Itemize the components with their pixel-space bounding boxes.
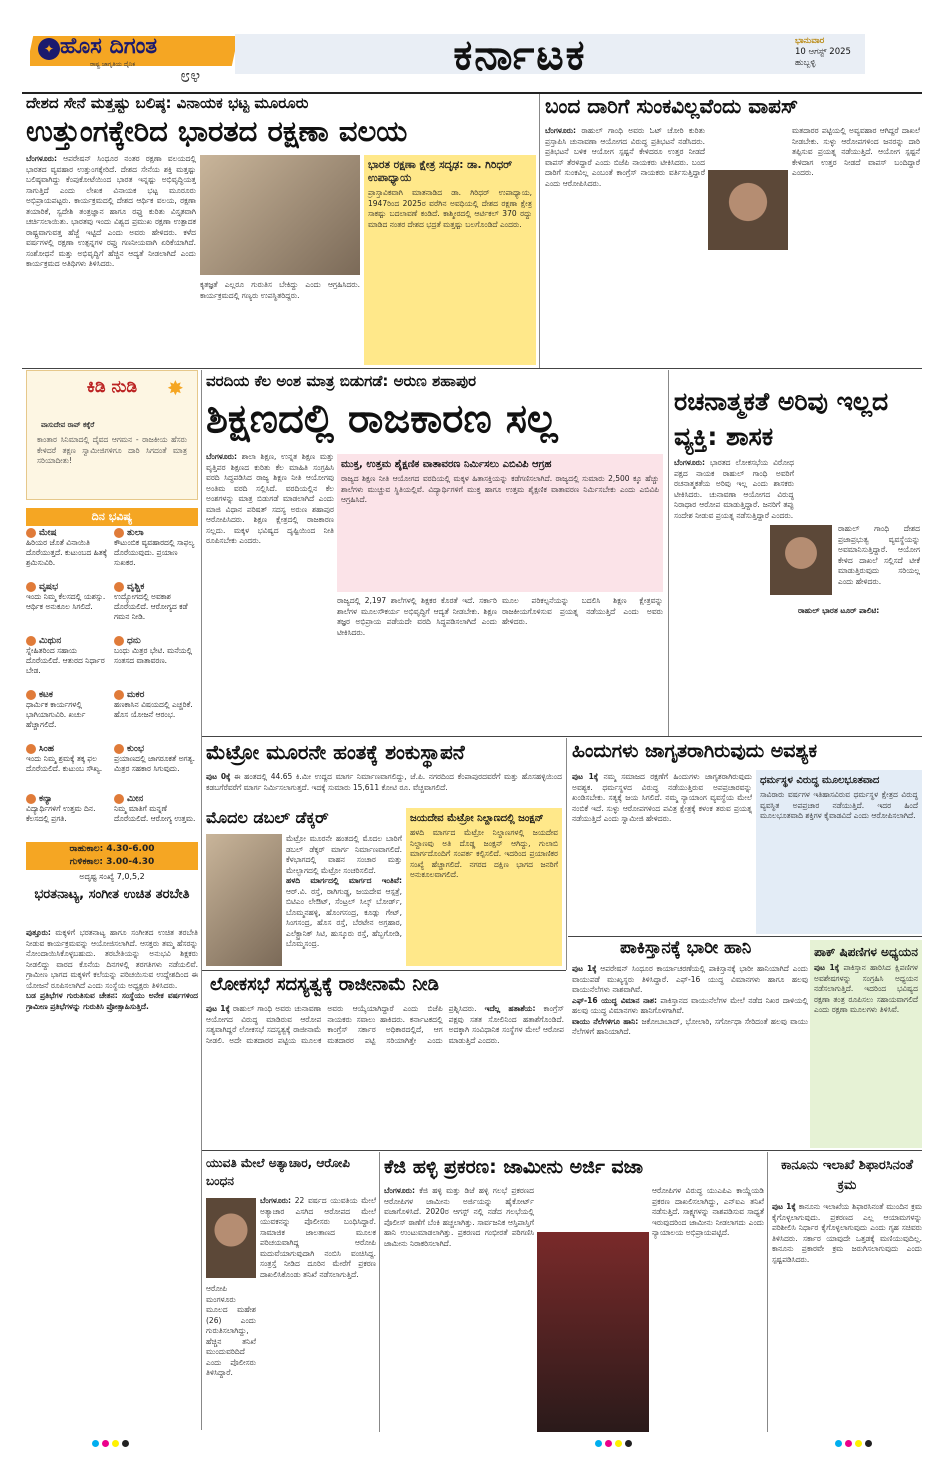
story1-body2: ಕಳೆದ ವರ್ಷಗಳಲ್ಲಿ ರಕ್ಷಣಾ ಉತ್ಪನ್ನಗಳ ರಫ್ತು ಗಣನೀಯವಾಗಿ ಏರಿಕೆಯಾಗಿದೆ. ಸಂಶೋಧನೆ ಮತ್ತು ಅಭಿವೃದ್ಧಿಗೆ ಹೆಚ್ಚಿನ ಆದ್ಯತೆ ನೀಡಲಾಗಿದೆ ಎಂದು ಕಾರ್ಯಕ್ರಮದ ಅತಿಥಿಗಳು ತಿಳಿಸಿದರು. [26, 227, 196, 268]
story9-body-text: ಪಾಕಿಸ್ತಾನ ಹಾರಿಸಿದ ಕ್ಷಿಪಣಿಗಳ ಅವಶೇಷಗಳನ್ನು ಸಂಗ್ರಹಿಸಿ ಅಧ್ಯಯನ ನಡೆಸಲಾಗುತ್ತಿದೆ. ಇದರಿಂದ ಭವಿಷ್ಯದ ರಕ್ಷಣಾ ತಂತ್ರ ರೂಪಿಸಲು ಸಹಾಯವಾಗಲಿದೆ ಎಂದು ರಕ್ಷಣಾ ಮೂಲಗಳು ತಿಳಿಸಿವೆ. [814, 963, 918, 1014]
story2-body [545, 126, 705, 366]
story4-dateline: ಬೆಂಗಳೂರು: [206, 452, 238, 461]
story5-body2-top [798, 458, 920, 520]
edition-number: ೮೪ [180, 66, 201, 87]
story7-box-body: ಸಾವಿರಾರು ವರ್ಷಗಳ ಇತಿಹಾಸವಿರುವ ಧರ್ಮಸ್ಥಳ ಕ್ಷೇತ್ರದ ವಿರುದ್ಧ ವ್ಯವಸ್ಥಿತ ಅಪಪ್ರಚಾರ ನಡೆಯುತ್ತಿದೆ. ಇದರ ಹಿಂದೆ ಮೂಲಭೂತವಾದಿ ಶಕ್ತಿಗಳ ಕೈವಾಡವಿದೆ ಎಂದು ಆರೋಪಿಸಲಾಗಿದೆ. [760, 790, 918, 820]
story7-body-text: ನಮ್ಮ ಸಮಾಜದ ರಕ್ಷಣೆಗೆ ಹಿಂದುಗಳು ಜಾಗೃತರಾಗಿರುವುದು ಅವಶ್ಯಕ. ಧರ್ಮಸ್ಥಳದ ವಿರುದ್ಧ ನಡೆಯುತ್ತಿರುವ ಅಪಪ್ರಚಾರವನ್ನು ಖಂಡಿಸಬೇಕು. ಸತ್ಯಕ್ಕೆ ಜಯ ಸಿಗಲಿದೆ. ನಮ್ಮ ನ್ಯಾಯಾಂಗ ವ್ಯವಸ್ಥೆಯ ಮೇಲೆ ನಂಬಿಕೆ ಇದೆ. ಸುಳ್ಳು ಆರೋಪಗಳಿಂದ ಪವಿತ್ರ ಕ್ಷೇತ್ರಕ್ಕೆ ಕಳಂಕ ತರುವ ಪ್ರಯತ್ನ ನಡೆಯುತ್ತಿದೆ ಎಂದು ಸ್ವಾಮೀಜಿ ಹೇಳಿದರು. [572, 772, 752, 823]
story1-kicker: ದೇಶದ ಸೇನೆ ಮತ್ತಷ್ಟು ಬಲಿಷ್ಠ: ವಿನಾಯಕ ಭಟ್ಟ ಮೂರೂರು [26, 94, 309, 112]
story3-dateline: ಪುತ್ತೂರು: [26, 928, 51, 937]
sign-tula: ತುಲಾ ಕೌಟುಂಬಿಕ ವ್ಯವಹಾರದಲ್ಲಿ ಸಾಫಲ್ಯ ದೊರೆಯುವುದು. ಪ್ರಯಾಣ ಸುಖಕರ. [114, 528, 195, 567]
story12-body2: ಆರೋಪಿಗಳ ವಿರುದ್ಧ ಯುಎಪಿಎ ಕಾಯ್ದೆಯಡಿ ಪ್ರಕರಣ ದಾಖಲಿಸಲಾಗಿದ್ದು, ಎನ್ಐಎ ತನಿಖೆ ನಡೆಸುತ್ತಿದೆ. ಸಾಕ್ಷ್ಯಗಳನ್ನು ನಾಶಪಡಿಸುವ ಸಾಧ್ಯತೆ ಇರುವುದರಿಂದ ಜಾಮೀನು ನೀಡಲಾಗದು ಎಂದು ನ್ಯಾಯಾಲಯ ಅಭಿಪ್ರಾಯಪಟ್ಟಿದೆ. [652, 1186, 764, 1237]
logo-tagline: ರಾಷ್ಟ್ರ ಜಾಗೃತಿಯ ದೈನಿಕ [90, 61, 136, 68]
rahukala: ರಾಹುಕಾಲ: 4.30-6.00 [69, 844, 155, 854]
story10-dateline: ಪುಟ 1ಕ್ಕೆ [206, 1004, 230, 1013]
story6-dateline: ಪುಟ 0ಕ್ಕೆ [206, 772, 231, 781]
kanya-icon [26, 794, 36, 804]
logo-text: ಹೊಸ ದಿಗಂತ [60, 34, 158, 59]
story13-headline: ಕಾನೂನು ಇಲಾಖೆ ಶಿಫಾರಸಿನಂತೆ ಕ್ರಮ [780, 1158, 914, 1193]
story4-abvp-box [337, 454, 663, 592]
story5-sub: ರಾಹುಲ್ ಭಾರತ ಟೂರ್ ಪಾಲಿಟಿ: [798, 606, 880, 615]
story6-body-text: ಈ ಹಂತದಲ್ಲಿ 44.65 ಕಿ.ಮೀ ಉದ್ದದ ಮಾರ್ಗ ನಿರ್ಮಾಣವಾಗಲಿದ್ದು, ಜೆ.ಪಿ. ನಗರದಿಂದ ಕೆಂಪಾಪುರದವರೆಗೆ ಮತ್ತು ಹೊಸಹಳ್ಳಿಯಿಂದ ಕಡಬಗೆರೆವರೆಗೆ ಮಾರ್ಗ ನಿರ್ಮಿಸಲಾಗುತ್ತದೆ. ಇದಕ್ಕೆ ಸುಮಾರು 15,611 ಕೋಟಿ ರೂ. ವೆಚ್ಚವಾಗಲಿದೆ. [206, 772, 562, 792]
kidi-author: ವಾಸುದೇವ ರಾವ್ ಕಕ್ಕೆರೆ [41, 421, 95, 429]
story3-body [26, 928, 198, 1138]
story1-sidebar [364, 155, 536, 365]
story8-body [572, 964, 808, 1148]
story8-sub: ಎಫ್-16 ಯುದ್ಧ ವಿಮಾನ ನಾಶ: [572, 995, 658, 1005]
story13-body-text: ಕಾನೂನು ಇಲಾಖೆಯ ಶಿಫಾರಸಿನಂತೆ ಮುಂದಿನ ಕ್ರಮ ಕೈಗೊಳ್ಳಲಾಗುವುದು. ಪ್ರಕರಣದ ಎಲ್ಲ ಆಯಾಮಗಳನ್ನು ಪರಿಶೀಲಿಸಿ ನಿರ್ಧಾರ ಕೈಗೊಳ್ಳಲಾಗುವುದು ಎಂದು ಗೃಹ ಸಚಿವರು ತಿಳಿಸಿದರು. ಸರ್ಕಾರ ಯಾವುದೇ ಒತ್ತಡಕ್ಕೆ ಮಣಿಯುವುದಿಲ್ಲ. ಕಾನೂನು ಪ್ರಕಾರವೇ ಕ್ರಮ ಜರುಗಿಸಲಾಗುವುದು ಎಂದು ಸ್ಪಷ್ಟಪಡಿಸಿದರು. [772, 1202, 922, 1264]
story11-dateline: ಬೆಂಗಳೂರು: [260, 1196, 292, 1205]
story9-body [814, 963, 918, 1016]
story7-box [756, 770, 922, 934]
story1-sidebar-title: ಭಾರತ ರಕ್ಷಣಾ ಕ್ಷೇತ್ರ ಸದೃಢ: ಡಾ. ಗಿರಿಧರ್ ಉಪಾಧ್ಯಾಯ [368, 159, 513, 184]
makara-icon [114, 690, 124, 700]
story5-body-text: ಭಾರತದ ಲೋಕಸಭೆಯ ವಿರೋಧ ಪಕ್ಷದ ನಾಯಕ ರಾಹುಲ್ ಗಾಂಧಿ ಅವರಿಗೆ ರಚನಾತ್ಮಕತೆಯ ಅರಿವು ಇಲ್ಲ ಎಂದು ಶಾಸಕರು ಟೀಕಿಸಿದರು. ಚುನಾವಣಾ ಆಯೋಗದ ವಿರುದ್ಧ ನಿರಾಧಾರ ಆರೋಪ ಮಾಡುತ್ತಿದ್ದಾರೆ. ಜನರಿಗೆ ತಪ್ಪು ಸಂದೇಶ ನೀಡುವ ಪ್ರಯತ್ನ ನಡೆಸುತ್ತಿದ್ದಾರೆ ಎಂದರು. [674, 458, 794, 520]
sign-kanya: ಕನ್ಯಾ ವಿದ್ಯಾರ್ಥಿಗಳಿಗೆ ಉತ್ತಮ ದಿನ. ಕೆಲಸದಲ್ಲಿ ಪ್ರಗತಿ. [26, 794, 96, 823]
horoscope-grid [26, 528, 198, 842]
story5-photo [770, 525, 832, 595]
story10-sub: ಇದೆಲ್ಲ ಹತಾಶೆಯ: [484, 1004, 536, 1013]
story12-body [384, 1186, 534, 1432]
masthead-logo [30, 28, 235, 94]
mithuna-icon [26, 636, 36, 646]
tula-icon [114, 528, 124, 538]
dhanu-icon [114, 636, 124, 646]
story9-dateline: ಪುಟ 1ಕ್ಕೆ [814, 963, 840, 972]
story9-headline: ಪಾಕ್ ಷಿಪಣಿಗಳ ಅಧ್ಯಯನ [814, 945, 918, 959]
story6-photo [206, 834, 282, 966]
story10-sub-body: ಕಾಂಗ್ರೆಸ್ ಪಕ್ಷವು ಸತತ ಸೋಲಿನಿಂದ ಹತಾಶೆಗೊಂಡಿದೆ. ಅದಕ್ಕಾಗಿ ಸಂವಿಧಾನಿಕ ಸಂಸ್ಥೆಗಳ ಮೇಲೆ ಆರೋಪ ಮಾಡುತ್ತಿದೆ ಎಂದರು. [448, 1004, 564, 1045]
kataka-icon [26, 690, 36, 700]
story8-headline: ಪಾಕಿಸ್ತಾನಕ್ಕೆ ಭಾರೀ ಹಾನಿ [620, 938, 752, 958]
story4-body-text: ಶಾಲಾ ಶಿಕ್ಷಣ, ಉನ್ನತ ಶಿಕ್ಷಣ ಮತ್ತು ವೃತ್ತಿಪರ ಶಿಕ್ಷಣದ ಕುರಿತು ಕೆಲ ಮಾಹಿತಿ ಸಂಗ್ರಹಿಸಿ ವರದಿ ಸಿದ್ಧಪಡಿಸಿದ ರಾಜ್ಯ ಶಿಕ್ಷಣ ನೀತಿ ಆಯೋಗವು ಅಂತಿಮ ವರದಿ ಸಲ್ಲಿಸಿದೆ. ವರದಿಯಲ್ಲಿನ ಕೆಲ ಅಂಶಗಳನ್ನು ಮಾತ್ರ ಬಿಡುಗಡೆ ಮಾಡಲಾಗಿದೆ ಎಂದು ಮಾಜಿ ವಿಧಾನ ಪರಿಷತ್ ಸದಸ್ಯ ಅರುಣ ಶಹಾಪುರ ಆರೋಪಿಸಿದರು. ಶಿಕ್ಷಣ ಕ್ಷೇತ್ರದಲ್ಲಿ ರಾಜಕಾರಣ ಸಲ್ಲದು. ಮಕ್ಕಳ ಭವಿಷ್ಯದ ದೃಷ್ಟಿಯಿಂದ ನೀತಿ ರೂಪಿಸಬೇಕು ಎಂದರು. [206, 452, 334, 545]
logo-emblem-icon: ✦ [38, 38, 60, 60]
story6-headline: ಮೆಟ್ರೋ ಮೂರನೇ ಹಂತಕ್ಕೆ ಶಂಕುಸ್ಥಾಪನೆ [206, 740, 465, 764]
story1-body-text: ಆಪರೇಷನ್ ಸಿಂಧೂರ ನಂತರ ರಕ್ಷಣಾ ವಲಯದಲ್ಲಿ ಭಾರತದ ವ್ಯವಹಾರ ಉತ್ತುಂಗಕ್ಕೇರಿದೆ. ದೇಶದ ಸೇನೆಯ ಶಕ್ತಿ ಮತ್ತಷ್ಟು ಬಲಿಷ್ಠವಾಗಿದ್ದು ಕೆಂಪುಕೋಟೆಯಿಂದ ಭಾರತ ಇನ್ನಷ್ಟು ಅಭಿವೃದ್ಧಿಯತ್ತ ಸಾಗುತ್ತಿದೆ ಎಂದು ಲೇಖಕ ವಿನಾಯಕ ಭಟ್ಟ ಮೂರೂರು ಅಭಿಪ್ರಾಯಪಟ್ಟರು. ಕಾರ್ಯಕ್ರಮದಲ್ಲಿ ದೇಶದ ಆರ್ಥಿಕ ವಲಯ, ರಕ್ಷಣಾ ತಯಾರಿಕೆ, ಸ್ವದೇಶಿ ತಂತ್ರಜ್ಞಾನ ಹಾಗೂ ರಫ್ತು ಕುರಿತು ವಿಸ್ತೃತವಾಗಿ ಚರ್ಚಿಸಲಾಯಿತು. ಭಾರತವು ಇಂದು ವಿಶ್ವದ ಪ್ರಮುಖ ರಕ್ಷಣಾ ಉತ್ಪಾದಕ ರಾಷ್ಟ್ರವಾಗುವತ್ತ ಹೆಜ್ಜೆ ಇಟ್ಟಿದೆ ಎಂದು ಅವರು ಹೇಳಿದರು. [26, 154, 196, 237]
story13-body [772, 1202, 922, 1432]
story4-body3: ಮೂಲ ಪರಿಕಲ್ಪನೆಯನ್ನು ಬದಲಿಸಿ ಶಿಕ್ಷಣ ಕ್ಷೇತ್ರವನ್ನು ರಾಜಕೀಯಗೊಳಿಸುವ ಪ್ರಯತ್ನ ನಡೆಯುತ್ತಿದೆ ಎಂದು ಅವರು ಹೇಳಿದರು. [502, 596, 663, 626]
story8-body-text: ಆಪರೇಷನ್ ಸಿಂಧೂರ ಕಾರ್ಯಾಚರಣೆಯಲ್ಲಿ ಪಾಕಿಸ್ತಾನಕ್ಕೆ ಭಾರೀ ಹಾನಿಯಾಗಿದೆ ಎಂದು ವಾಯುಪಡೆ ಮುಖ್ಯಸ್ಥರು ತಿಳಿಸಿದ್ದಾರೆ. ಎಫ್-16 ಯುದ್ಧ ವಿಮಾನಗಳು ಹಾಗೂ ಹಲವು ವಾಯುನೆಲೆಗಳು ನಾಶವಾಗಿವೆ. [572, 964, 808, 994]
story8-sub2-body: ಜಕೋಬಾಬಾದ್, ಭೋಲಾರಿ, ಸರ್ಗೋಧಾ ಸೇರಿದಂತೆ ಹಲವು ವಾಯು ನೆಲೆಗಳಿಗೆ ಹಾನಿಯಾಗಿದೆ. [572, 1016, 808, 1036]
story10-body-text: ರಾಹುಲ್ ಗಾಂಧಿ ಅವರು ಚುನಾವಣಾ ಆಯೋಗದ ವಿರುದ್ಧ ಮಾಡಿರುವ ಆರೋಪ ಸತ್ಯವಾಗಿದ್ದರೆ ಲೋಕಸಭೆ ಸದಸ್ಯತ್ವಕ್ಕೆ ರಾಜೀನಾಮೆ ನೀಡಲಿ. ಅದೇ ಮತದಾರರ ಪಟ್ಟಿಯ ಮೂಲಕ ಅವರು ಆಯ್ಕೆಯಾಗಿದ್ದಾರೆ ಎಂದು ಬಿಜೆಪಿ ನಾಯಕರು ಸವಾಲು ಹಾಕಿದರು. ಕರ್ನಾಟಕದಲ್ಲಿ ಕಾಂಗ್ರೆಸ್ ಸರ್ಕಾರ ಅಧಿಕಾರದಲ್ಲಿದೆ, ಆಗ ಮತದಾರರ ಪಟ್ಟಿ ಸರಿಯಾಗಿತ್ತೇ ಎಂದು ಪ್ರಶ್ನಿಸಿದರು. [206, 1004, 477, 1045]
story12-photo [537, 1232, 649, 1432]
story2-body2: ಮತದಾರರ ಪಟ್ಟಿಯಲ್ಲಿ ಅವ್ಯವಹಾರ ಆಗಿದ್ದರೆ ದಾಖಲೆ ನೀಡಬೇಕು. ಸುಳ್ಳು ಆರೋಪಗಳಿಂದ ಜನರನ್ನು ದಾರಿ ತಪ್ಪಿಸುವ ಪ್ರಯತ್ನ ನಡೆಯುತ್ತಿದೆ. ಆಯೋಗ ಸ್ಪಷ್ಟನೆ ಕೇಳಿದಾಗ ಉತ್ತರ ನೀಡದೆ ವಾಪಸ್ ಬಂದಿದ್ದಾರೆ ಎಂದರು. [792, 126, 920, 177]
story1-sidebar-body: ಪ್ರಾಸ್ತಾವಿಕವಾಗಿ ಮಾತನಾಡಿದ ಡಾ. ಗಿರಿಧರ್ ಉಪಾಧ್ಯಾಯ, 1947ರಿಂದ 2025ರ ವರೆಗಿನ ಅವಧಿಯಲ್ಲಿ ದೇಶದ ರಕ್ಷಣಾ ಕ್ಷೇತ್ರ ಸಾಕಷ್ಟು ಬದಲಾವಣೆ ಕಂಡಿದೆ. ಕಾಶ್ಮೀರದಲ್ಲಿ ಆರ್ಟಿಕಲ್ 370 ರದ್ದು ಮಾಡಿದ ನಂತರ ದೇಶದ ಭದ್ರತೆ ಮತ್ತಷ್ಟು ಬಲಗೊಂಡಿದೆ ಎಂದರು. [368, 188, 532, 229]
story6-sub2-body: ಆರ್.ವಿ. ರಸ್ತೆ, ರಾಗಿಗುಡ್ಡ, ಜಯದೇವ ಆಸ್ಪತ್ರೆ, ಬಿಟಿಎಂ ಲೇಔಟ್, ಸೆಂಟ್ರಲ್ ಸಿಲ್ಕ್ ಬೋರ್ಡ್, ಬೊಮ್ಮನಹಳ್ಳಿ, ಹೊಂಗಸಂದ್ರ, ಕೂಡ್ಲು ಗೇಟ್, ಸಿಂಗಸಂದ್ರ, ಹೊಸ ರಸ್ತೆ, ಬೆರಟೇನ ಅಗ್ರಹಾರ, ಎಲೆಕ್ಟ್ರಾನಿಕ್ ಸಿಟಿ, ಹುಸ್ಕೂರು ರಸ್ತೆ, ಹೆಬ್ಬಗೋಡಿ, ಬೊಮ್ಮಸಂದ್ರ. [286, 886, 402, 948]
story8-sub2: ವಾಯು ನೆಲೆಗಳಿಗೂ ಹಾನಿ: [572, 1016, 639, 1026]
story2-headline: ಬಂದ ದಾರಿಗೆ ಸುಂಕವಿಲ್ಲವೆಂದು ವಾಪಸ್ [545, 94, 799, 118]
story4-body2: ರಾಜ್ಯದಲ್ಲಿ 2,197 ಶಾಲೆಗಳಲ್ಲಿ ಶಿಕ್ಷಕರ ಕೊರತೆ ಇದೆ. ಸರ್ಕಾರಿ ಶಾಲೆಗಳ ಮೂಲಸೌಕರ್ಯ ಅಭಿವೃದ್ಧಿಗೆ ಆದ್ಯತೆ ನೀಡಬೇಕು. ಶಿಕ್ಷಣ ತಜ್ಞರ ಅಭಿಪ್ರಾಯ ಪಡೆಯದೇ ವರದಿ ಸಿದ್ಧಪಡಿಸಲಾಗಿದೆ ಎಂದು ಟೀಕಿಸಿದರು. [337, 596, 497, 637]
story7-box-title: ಧರ್ಮಸ್ಥಳ ವಿರುದ್ಧ ಮೂಲಭೂತವಾದ [760, 775, 880, 786]
story12-body-text: ಕೆಜಿ ಹಳ್ಳಿ ಮತ್ತು ಡಿಜೆ ಹಳ್ಳಿ ಗಲಭೆ ಪ್ರಕರಣದ ಆರೋಪಿಗಳ ಜಾಮೀನು ಅರ್ಜಿಯನ್ನು ಹೈಕೋರ್ಟ್ ವಜಾಗೊಳಿಸಿದೆ. 2020ರ ಆಗಸ್ಟ್ ನಲ್ಲಿ ನಡೆದ ಗಲಭೆಯಲ್ಲಿ ಪೊಲೀಸ್ ಠಾಣೆಗೆ ಬೆಂಕಿ ಹಚ್ಚಲಾಗಿತ್ತು. ಸಾರ್ವಜನಿಕ ಆಸ್ತಿಪಾಸ್ತಿಗೆ ಹಾನಿ ಉಂಟುಮಾಡಲಾಗಿತ್ತು. ಪ್ರಕರಣದ ಗಂಭೀರತೆ ಪರಿಗಣಿಸಿ ಜಾಮೀನು ನಿರಾಕರಿಸಲಾಗಿದೆ. [384, 1186, 534, 1248]
story2-body-text: ರಾಹುಲ್ ಗಾಂಧಿ ಅವರು ಓಟ್ ಚೋರಿ ಕುರಿತು ಪ್ರಸ್ತಾಪಿಸಿ ಚುನಾವಣಾ ಆಯೋಗದ ವಿರುದ್ಧ ಪ್ರತಿಭಟನೆ ನಡೆಸಿದರು. ಪ್ರತಿಭಟನೆ ಬಳಿಕ ಆಯೋಗ ಸ್ಪಷ್ಟನೆ ಕೇಳಿದರೂ ಉತ್ತರ ನೀಡದೆ ವಾಪಸ್ ತೆರಳಿದ್ದಾರೆ ಎಂದು ಬಿಜೆಪಿ ನಾಯಕರು ಟೀಕಿಸಿದರು. ಬಂದ ದಾರಿಗೆ ಸುಂಕವಿಲ್ಲ ಎಂಬಂತೆ ಕಾಂಗ್ರೆಸ್ ನಾಯಕರು ವರ್ತಿಸುತ್ತಿದ್ದಾರೆ ಎಂದು ಆರೋಪಿಸಿದರು. [545, 126, 705, 188]
rahukala-box [26, 842, 198, 870]
lucky-number: ಅದೃಷ್ಟ ಸಂಖ್ಯೆ 7,0,5,2 [79, 872, 145, 881]
sign-mesha: ಮೇಷ ಹಿರಿಯರ ಜೊತೆ ವಿನಾಯಿತಿ ದೊರೆಯುತ್ತದೆ. ಕುಟುಂಬದ ಹಿತಕ್ಕೆ ಶ್ರಮಿಸುವಿರಿ. [26, 528, 108, 567]
story3-sub: ಬಡ ಪ್ರತಿಭೆಗಳ ಗುರುತಿಸುವ ಚೇತನ: ಸಂಸ್ಥೆಯು ಅನೇಕ ವರ್ಷಗಳಿಂದ ಗ್ರಾಮೀಣ ಪ್ರತಿಭೆಗಳನ್ನು ಗುರುತಿಸಿ ಪ್ರೋತ್ಸಾಹಿಸುತ್ತಿದೆ. [26, 991, 198, 1011]
story3-headline: ಭರತನಾಟ್ಯ, ಸಂಗೀತ ಉಚಿತ ತರಬೇತಿ [34, 887, 190, 902]
story11-headline: ಯುವತಿ ಮೇಲೆ ಅತ್ಯಾಚಾರ, ಆರೋಪಿ ಬಂಧನ [206, 1156, 350, 1188]
kidi-title: ಕಿಡಿ ನುಡಿ [86, 377, 138, 397]
kumbha-icon [114, 744, 124, 754]
date-block [795, 36, 915, 72]
story4-headline: ಶಿಕ್ಷಣದಲ್ಲಿ ರಾಜಕಾರಣ ಸಲ್ಲ [206, 396, 558, 442]
story4-body [206, 452, 334, 732]
story7-body [572, 772, 752, 934]
sign-kataka: ಕಟಕ ಧಾರ್ಮಿಕ ಕಾರ್ಯಗಳಲ್ಲಿ ಭಾಗಿಯಾಗುವಿರಿ. ಖರ್ಚು ಹೆಚ್ಚಾಗಲಿದೆ. [26, 690, 86, 729]
story1-body3: ಕೃತಜ್ಞತೆ ಎಲ್ಲರೂ ಗುರುತಿಸ ಬೇಕಿದ್ದು ಎಂದು ಆಗ್ರಹಿಸಿದರು. ಕಾರ್ಯಕ್ರಮದಲ್ಲಿ ಗಣ್ಯರು ಉಪಸ್ಥಿತರಿದ್ದರು. [200, 280, 360, 300]
sign-simha: ಸಿಂಹ ಇಂದು ನಿಮ್ಮ ಶ್ರಮಕ್ಕೆ ತಕ್ಕ ಫಲ ದೊರೆಯಲಿದೆ. ಕುಟುಂಬ ಸೌಖ್ಯ. [26, 744, 103, 773]
spark-icon: ✸ [167, 376, 184, 400]
story5-body [674, 458, 794, 734]
story12-headline: ಕೆಜಿ ಹಳ್ಳಿ ಪ್ರಕರಣ: ಜಾಮೀನು ಅರ್ಜಿ ವಜಾ [384, 1156, 644, 1178]
story2-dateline: ಬೆಂಗಳೂರು: [545, 126, 577, 135]
story5-dateline: ಬೆಂಗಳೂರು: [674, 458, 706, 467]
story11-photo [206, 1198, 256, 1278]
story13-dateline: ಪುಟ 1ಕ್ಕೆ [772, 1202, 796, 1211]
story6-subbody [286, 834, 402, 966]
meena-icon [114, 794, 124, 804]
vrishabha-icon [26, 582, 36, 592]
story6-sub2-head: ಹಳದಿ ಮಾರ್ಗದಲ್ಲಿ ಮಾರ್ಗದ ಇಂತಿವೆ: [286, 876, 402, 885]
story1-headline: ಉತ್ತುಂಗಕ್ಕೇರಿದ ಭಾರತದ ರಕ್ಷಣಾ ವಲಯ [26, 114, 408, 148]
section-title: ಕರ್ನಾಟಕ [453, 30, 587, 79]
story1-body [26, 154, 196, 366]
story4-box-body: ರಾಜ್ಯದ ಶಿಕ್ಷಣ ನೀತಿ ಆಯೋಗದ ವರದಿಯಲ್ಲಿ ಮಕ್ಕಳ ಹಿತಾಸಕ್ತಿಯನ್ನು ಕಡೆಗಣಿಸಲಾಗಿದೆ. ರಾಜ್ಯದಲ್ಲಿ ಸುಮಾರು 2,500 ಕ್ಕೂ ಹೆಚ್ಚು ಶಾಲೆಗಳು ಮುಚ್ಚುವ ಸ್ಥಿತಿಯಲ್ಲಿವೆ. ವಿದ್ಯಾರ್ಥಿಗಳಿಗೆ ಮುಕ್ತ ಹಾಗೂ ಉತ್ತಮ ಶೈಕ್ಷಣಿಕ ವಾತಾವರಣ ನಿರ್ಮಿಸಬೇಕು ಎಂದು ಎಬಿವಿಪಿ ಆಗ್ರಹಿಸಿದೆ. [341, 474, 659, 504]
story4-kicker: ವರದಿಯ ಕೆಲ ಅಂಶ ಮಾತ್ರ ಬಿಡುಗಡೆ: ಅರುಣ ಶಹಾಪುರ [206, 372, 477, 390]
sign-vrishchika: ವೃಶ್ಚಿಕ ಉದ್ಯೋಗದಲ್ಲಿ ಅವಕಾಶ ದೊರೆಯಲಿದೆ. ಆರೋಗ್ಯದ ಕಡೆ ಗಮನ ನೀಡಿ. [114, 582, 188, 621]
story8-sub-body: ಪಾಕಿಸ್ತಾನದ ವಾಯುನೆಲೆಗಳ ಮೇಲೆ ನಡೆದ ನಿಖರ ದಾಳಿಯಲ್ಲಿ ಹಲವು ಯುದ್ಧ ವಿಮಾನಗಳು ಹಾನಿಗೊಳಗಾಗಿವೆ. [572, 995, 808, 1015]
date: 10 ಆಗಸ್ಟ್ 2025 [795, 47, 851, 57]
story2-photo [708, 170, 788, 250]
kidi-nudi-box [26, 370, 198, 500]
gulikakala: ಗುಳಿಕಕಾಲ: 3.00-4.30 [69, 857, 155, 867]
story6-box-title: ಜಯದೇವ ಮೆಟ್ರೋ ನಿಲ್ದಾಣದಲ್ಲಿ ಜಂಕ್ಷನ್ [410, 813, 544, 824]
sign-meena: ಮೀನ ನಿಮ್ಮ ಮಾತಿಗೆ ಮನ್ನಣೆ ದೊರೆಯಲಿದೆ. ಆರೋಗ್ಯ ಉತ್ತಮ. [114, 794, 196, 823]
story11-body [260, 1196, 376, 1432]
sign-makara: ಮಕರ ಹಣಕಾಸಿನ ವಿಷಯದಲ್ಲಿ ಎಚ್ಚರಿಕೆ. ಹೊಸ ಯೋಜನೆ ಆರಂಭ. [114, 690, 193, 719]
story10-headline: ಲೋಕಸಭೆ ಸದಸ್ಯತ್ವಕ್ಕೆ ರಾಜೀನಾಮೆ ನೀಡಿ [210, 974, 439, 995]
day-name: ಭಾನುವಾರ [795, 36, 825, 46]
story6-box [406, 808, 562, 966]
story4-box-title: ಮುಕ್ತ, ಉತ್ತಮ ಶೈಕ್ಷಣಿಕ ವಾತಾವರಣ ನಿರ್ಮಿಸಲು ಎಬಿವಿಪಿ ಆಗ್ರಹ [341, 459, 552, 470]
sign-vrishabha: ವೃಷಭ ಇಂದು ನಿಮ್ಮ ಕೆಲಸದಲ್ಲಿ ಯಶಸ್ಸು. ಆರ್ಥಿಕ ಅನುಕೂಲ ಸಿಗಲಿದೆ. [26, 582, 106, 611]
story8-dateline: ಪುಟ 1ಕ್ಕೆ [572, 964, 597, 973]
story3-body-text: ಮಕ್ಕಳಿಗೆ ಭರತನಾಟ್ಯ ಹಾಗೂ ಸಂಗೀತದ ಉಚಿತ ತರಬೇತಿ ನೀಡುವ ಕಾರ್ಯಕ್ರಮವನ್ನು ಆಯೋಜಿಸಲಾಗಿದೆ. ಆಸಕ್ತರು ತಮ್ಮ ಹೆಸರನ್ನು ನೋಂದಾಯಿಸಿಕೊಳ್ಳಬಹುದು. ತರಬೇತಿಯನ್ನು ಅನುಭವಿ ಶಿಕ್ಷಕರು ನೀಡಲಿದ್ದು ವಾರದ ಕೊನೆಯ ದಿನಗಳಲ್ಲಿ ತರಗತಿಗಳು ನಡೆಯಲಿವೆ. ಗ್ರಾಮೀಣ ಭಾಗದ ಮಕ್ಕಳಿಗೆ ಕಲೆಯನ್ನು ಪರಿಚಯಿಸುವ ಉದ್ದೇಶದಿಂದ ಈ ಯೋಜನೆ ರೂಪಿಸಲಾಗಿದೆ ಎಂದು ಸಂಸ್ಥೆಯ ಅಧ್ಯಕ್ಷರು ತಿಳಿಸಿದರು. [26, 928, 198, 990]
story6-sub-body: ಮೆಟ್ರೋ ಮೂರನೇ ಹಂತದಲ್ಲಿ ಮೊದಲ ಬಾರಿಗೆ ಡಬಲ್ ಡೆಕ್ಕರ್ ಮಾರ್ಗ ನಿರ್ಮಾಣವಾಗಲಿದೆ. ಕೆಳಭಾಗದಲ್ಲಿ ವಾಹನ ಸಂಚಾರ ಮತ್ತು ಮೇಲ್ಭಾಗದಲ್ಲಿ ಮೆಟ್ರೋ ಸಂಚರಿಸಲಿದೆ. [286, 834, 402, 875]
story12-dateline: ಬೆಂಗಳೂರು: [384, 1186, 416, 1195]
vrishchika-icon [114, 582, 124, 592]
story10-body [206, 1004, 564, 1148]
story11-body2: ಆರೋಪಿ ಮಂಗಳೂರು ಮೂಲದ ಮಹೇಶ (26) ಎಂದು ಗುರುತಿಸಲಾಗಿದ್ದು, ಹೆಚ್ಚಿನ ತನಿಖೆ ಮುಂದುವರಿದಿದೆ ಎಂದು ಪೊಲೀಸರು ತಿಳಿಸಿದ್ದಾರೆ. [206, 1284, 256, 1377]
kidi-body: ಕಾಂತಾರ ಸಿನಿಮಾದಲ್ಲಿ ದೈವದ ಆಗಮನ - ರಾಜಕೀಯ ಹೆಸರು ಕೇಳಿದರೆ ತಕ್ಷಣ ಸ್ವಾಮೀಜಿಗಳಿಗೂ ದಾರಿ ಸಿಗದಂತೆ ಮಾತ್ರ ಸರಿಯಾದೀತು! [37, 435, 187, 465]
story9-box [810, 940, 922, 1148]
dina-title: ದಿನ ಭವಿಷ್ಯ [26, 508, 198, 526]
story7-headline: ಹಿಂದುಗಳು ಜಾಗೃತರಾಗಿರುವುದು ಅವಶ್ಯಕ [572, 740, 818, 762]
simha-icon [26, 744, 36, 754]
sign-kumbha: ಕುಂಭ ಪ್ರಯಾಣದಲ್ಲಿ ಜಾಗರೂಕತೆ ಅಗತ್ಯ. ಮಿತ್ರರ ಸಹಕಾರ ಸಿಗುವುದು. [114, 744, 195, 773]
story1-dateline: ಬೆಂಗಳೂರು: [26, 154, 58, 163]
story6-box-body: ಹಳದಿ ಮಾರ್ಗದ ಮೆಟ್ರೋ ನಿಲ್ದಾಣಗಳಲ್ಲಿ ಜಯದೇವ ನಿಲ್ದಾಣವು ಅತಿ ದೊಡ್ಡ ಜಂಕ್ಷನ್ ಆಗಿದ್ದು, ಗುಲಾಬಿ ಮಾರ್ಗದೊಂದಿಗೆ ಸಂಪರ್ಕ ಕಲ್ಪಿಸಲಿದೆ. ಇದರಿಂದ ಪ್ರಯಾಣಿಕರ ಸಂಖ್ಯೆ ಹೆಚ್ಚಾಗಲಿದೆ. ನಗರದ ದಕ್ಷಿಣ ಭಾಗದ ಜನರಿಗೆ ಅನುಕೂಲವಾಗಲಿದೆ. [410, 828, 558, 879]
story7-dateline: ಪುಟ 1ಕ್ಕೆ [572, 772, 599, 781]
sign-dhanu: ಧನು ಬಂಧು ಮಿತ್ರರ ಭೇಟಿ. ಮನೆಯಲ್ಲಿ ಸಂತಸದ ವಾತಾವರಣ. [114, 636, 193, 665]
story1-photo [200, 155, 360, 275]
story5-headline: ರಚನಾತ್ಮಕತೆ ಅರಿವು ಇಲ್ಲದ ವ್ಯಕ್ತಿ: ಶಾಸಕ [674, 387, 889, 451]
story11-body-text: 22 ವರ್ಷದ ಯುವತಿಯ ಮೇಲೆ ಅತ್ಯಾಚಾರ ಎಸಗಿದ ಆರೋಪದ ಮೇಲೆ ಯುವಕನನ್ನು ಪೊಲೀಸರು ಬಂಧಿಸಿದ್ದಾರೆ. ಸಾಮಾಜಿಕ ಜಾಲತಾಣದ ಮೂಲಕ ಪರಿಚಯವಾಗಿದ್ದ ಆರೋಪಿ ಮದುವೆಯಾಗುವುದಾಗಿ ನಂಬಿಸಿ ವಂಚಿಸಿದ್ದ. ಸಂತ್ರಸ್ತೆ ನೀಡಿದ ದೂರಿನ ಮೇರೆಗೆ ಪ್ರಕರಣ ದಾಖಲಿಸಿಕೊಂಡು ತನಿಖೆ ನಡೆಸಲಾಗುತ್ತಿದೆ. [260, 1196, 376, 1279]
sign-mithuna: ಮಿಥುನ ಸ್ನೇಹಿತರಿಂದ ಸಹಾಯ ದೊರೆಯಲಿದೆ. ಆತುರದ ನಿರ್ಧಾರ ಬೇಡ. [26, 636, 105, 675]
mesha-icon [26, 528, 36, 538]
story6-body [206, 772, 562, 806]
story5-body2: ರಾಹುಲ್ ಗಾಂಧಿ ದೇಶದ ಪ್ರಜಾಪ್ರಭುತ್ವ ವ್ಯವಸ್ಥೆಯನ್ನು ಅವಮಾನಿಸುತ್ತಿದ್ದಾರೆ. ಆಯೋಗ ಕೇಳಿದ ದಾಖಲೆ ಸಲ್ಲಿಸದೆ ಟೀಕೆ ಮಾಡುತ್ತಿರುವುದು ಸರಿಯಲ್ಲ ಎಂದು ಹೇಳಿದರು. [838, 524, 920, 586]
story5-sub-block [798, 606, 920, 734]
city: ಹುಬ್ಬಳ್ಳಿ [795, 58, 816, 68]
story6-subhead: ಮೊದಲ ಡಬಲ್ ಡೆಕ್ಕರ್ [206, 808, 329, 827]
